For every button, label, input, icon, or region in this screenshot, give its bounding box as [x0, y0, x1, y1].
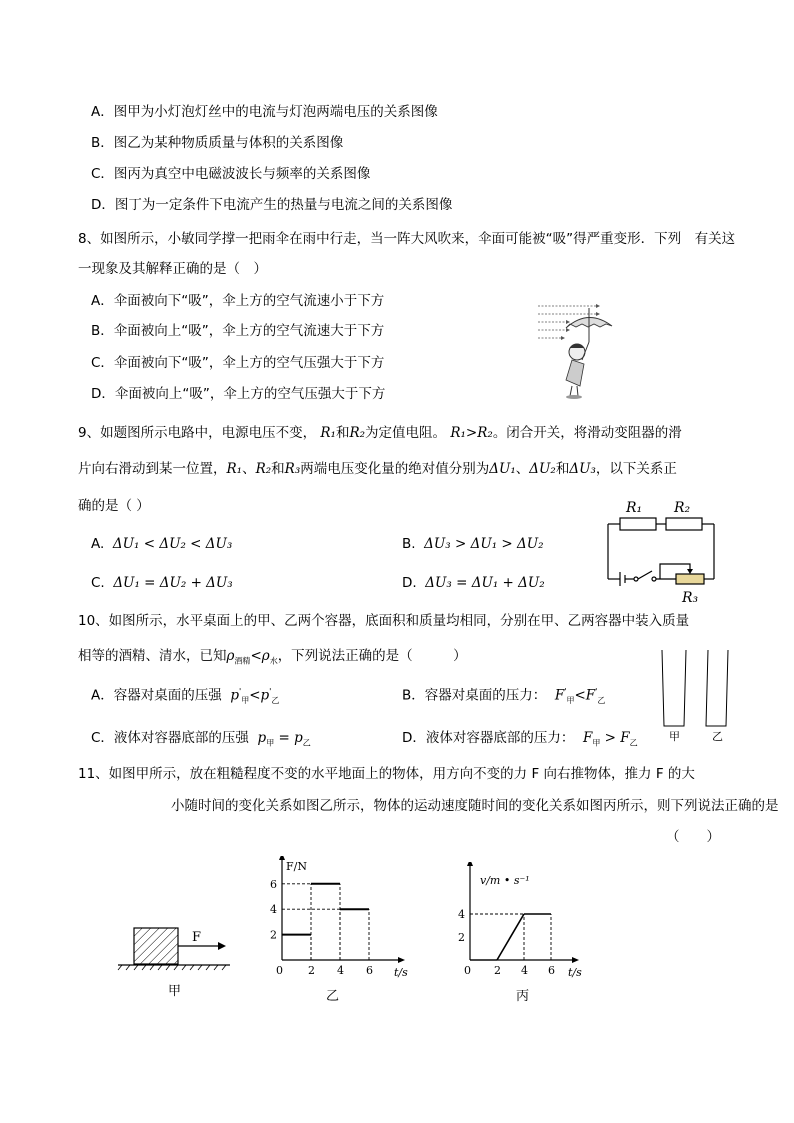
- r3-symbol: R₃: [284, 461, 301, 477]
- x-tick-label: 2: [494, 964, 501, 977]
- container-yi: [706, 650, 728, 726]
- x-axis-label: t/s: [394, 966, 408, 979]
- container-yi-label: 乙: [712, 730, 723, 742]
- r1-symbol: R₁: [226, 461, 243, 477]
- x-axis-arrow: [572, 957, 579, 963]
- r3-label: R₃: [682, 590, 699, 606]
- figure-yi-force-time-chart: [262, 856, 422, 1006]
- circuit-diagram: [596, 496, 726, 608]
- x-tick-label: 0: [464, 964, 471, 977]
- r2-symbol: R₂: [477, 425, 493, 441]
- r2-symbol: R₂: [349, 425, 366, 441]
- figure-yi-caption: 乙: [326, 989, 340, 1004]
- x-tick-label: 4: [521, 964, 528, 977]
- q10-stem-line2: 相等的酒精、清水，已知$\rho_{酒精}<\rho_水$，下列说法正确的是（ ）: [78, 648, 467, 666]
- force-label: F: [192, 930, 202, 945]
- q7-option-c: C．图丙为真空中电磁波波长与频率的关系图像: [91, 166, 371, 182]
- q8-option-a: A．伞面被向下“吸”，伞上方的空气流速小于下方: [91, 293, 385, 309]
- x-tick-label: 2: [308, 964, 315, 977]
- q9-stem-line3: 确的是（ ）: [78, 498, 150, 514]
- q9-option-b: [402, 535, 544, 553]
- q7-option-b: B．图乙为某种物质质量与体积的关系图像: [91, 135, 344, 151]
- resistor-r1: [620, 518, 656, 530]
- q7-option-d: D．图丁为一定条件下电流产生的热量与电流之间的关系图像: [91, 197, 453, 213]
- q10-stem-text: ，下列说法正确的是（ ）: [277, 648, 467, 664]
- container-jia-label: 甲: [669, 730, 680, 742]
- option-formula: ΔU₁ = ΔU₂ + ΔU₃: [113, 575, 233, 591]
- q10-option-a: A．容器对桌面的压强 $p'_甲<p'_乙$: [91, 687, 280, 706]
- y-tick-label: 6: [270, 877, 277, 891]
- q11-answer-paren: （ ）: [666, 829, 720, 845]
- q9-stem-text: 和: [555, 461, 570, 477]
- y-tick-label: 4: [458, 908, 465, 921]
- y-axis-arrow: [467, 862, 473, 866]
- option-label: B.: [402, 536, 416, 552]
- r1-symbol: R₁: [450, 425, 466, 441]
- option-formula: ΔU₃ = ΔU₁ + ΔU₂: [425, 575, 545, 591]
- y-tick-label: 2: [458, 931, 465, 944]
- x-axis-arrow: [398, 957, 405, 963]
- q9-stem-text: 和: [335, 425, 350, 441]
- r2-symbol: R₂: [255, 461, 272, 477]
- x-tick-label: 4: [337, 964, 344, 977]
- q9-option-d: [402, 574, 545, 592]
- q8-stem-line1: 8、如图所示，小敏同学撑一把雨伞在雨中行走，当一阵大风吹来，伞面可能被“吸”得严重变形．下列 有关这: [78, 231, 736, 247]
- y-tick-label: 4: [270, 903, 277, 917]
- figure-jia-caption: 甲: [168, 984, 182, 999]
- option-text: D．液体对容器底部的压力：: [402, 730, 575, 746]
- option-text: A．容器对桌面的压强: [91, 687, 222, 704]
- option-text: C．液体对容器底部的压强: [91, 730, 249, 746]
- q10-option-b: B．容器对桌面的压力： $F'_甲<F'_乙$: [402, 687, 606, 706]
- q9-stem-text: 9、如题图所示电路中，电源电压不变，: [78, 425, 317, 441]
- option-formula: ΔU₁ < ΔU₂ < ΔU₃: [112, 536, 233, 552]
- option-text: B．容器对桌面的压力：: [402, 687, 547, 704]
- y-axis-label: v/m • s⁻¹: [480, 874, 530, 887]
- q8-option-c: C．伞面被向下“吸”，伞上方的空气压强大于下方: [91, 355, 385, 371]
- q9-stem-text: 、: [242, 461, 256, 477]
- q10-option-c: C．液体对容器底部的压强 $p_甲 = p_乙$: [91, 730, 311, 748]
- option-label: D.: [402, 575, 417, 591]
- figure-bing-velocity-time-chart: [450, 862, 610, 1006]
- container-jia: [662, 650, 686, 726]
- q8-option-b: B．伞面被向上“吸”，伞上方的空气流速大于下方: [91, 323, 385, 339]
- y-axis-label: F/N: [286, 860, 307, 873]
- data-segment: [497, 914, 524, 960]
- containers-diagram: [656, 650, 736, 742]
- resistor-r3: [676, 574, 704, 584]
- r2-label: R₂: [674, 500, 691, 516]
- y-axis-arrow: [279, 856, 285, 860]
- r1-symbol: R₁: [320, 425, 336, 441]
- option-formula: ΔU₃ > ΔU₁ > ΔU₂: [424, 536, 544, 552]
- block: [134, 928, 178, 964]
- figure-bing-caption: 丙: [516, 989, 530, 1004]
- q9-stem-text: 、: [515, 461, 530, 477]
- q10-stem-line1: 10、如图所示，水平桌面上的甲、乙两个容器，底面积和质量均相同，分别在甲、乙两容器中装入质量: [78, 613, 690, 629]
- y-tick-label: 2: [270, 928, 277, 942]
- x-axis-label: t/s: [568, 966, 582, 979]
- option-label: C.: [91, 575, 105, 591]
- q10-option-d: D．液体对容器底部的压力： $F_甲 > F_乙$: [402, 730, 638, 748]
- q9-stem-text: 片向右滑动到某一位置，: [78, 461, 227, 477]
- umbrella-girl-illustration: [536, 300, 626, 400]
- q9-option-a: [91, 535, 232, 553]
- q11-stem-line1: 11、如图甲所示，放在粗糙程度不变的水平地面上的物体，用方向不变的力 F 向右推物体，推力 F 的大: [78, 766, 695, 782]
- option-label: A.: [91, 536, 105, 552]
- q8-stem-line2: 一现象及其解释正确的是（ ）: [78, 261, 267, 277]
- r1-label: R₁: [626, 500, 643, 516]
- figure-jia-block: [114, 922, 234, 1002]
- switch: [638, 571, 652, 579]
- q9-option-c: [91, 574, 233, 592]
- q9-stem-line2: 片向右滑动到某一位置，R₁、R₂和R₃两端电压变化量的绝对值分别为ΔU₁、ΔU₂和ΔU₃，以下关系正: [78, 461, 677, 477]
- q7-option-a: A．图甲为小灯泡灯丝中的电流与灯泡两端电压的关系图像: [91, 104, 438, 120]
- q9-stem-text: 为定值电阻。: [365, 425, 447, 441]
- q9-stem-text: 和: [271, 461, 285, 477]
- x-tick-label: 0: [276, 964, 283, 977]
- x-tick-label: 6: [548, 964, 555, 977]
- q9-stem-text: ，以下关系正: [595, 461, 677, 477]
- x-tick-label: 6: [366, 964, 373, 977]
- q9-stem-text: 两端电压变化量的绝对值分别为: [300, 461, 490, 477]
- q10-stem-text: 相等的酒精、清水，已知: [78, 648, 227, 664]
- q9-stem-text: 。闭合开关，将滑动变阻器的滑: [492, 425, 682, 441]
- resistor-r2: [666, 518, 702, 530]
- q9-stem-line1: 9、如题图所示电路中，电源电压不变， R₁和R₂为定值电阻。 R₁>R₂。闭合开关，将滑动变阻器的滑: [78, 425, 682, 441]
- q8-option-d: D．伞面被向上“吸”，伞上方的空气压强大于下方: [91, 386, 386, 402]
- q11-stem-line2: 小随时间的变化关系如图乙所示，物体的运动速度随时间的变化关系如图丙所示，则下列说法正确的是: [171, 798, 779, 814]
